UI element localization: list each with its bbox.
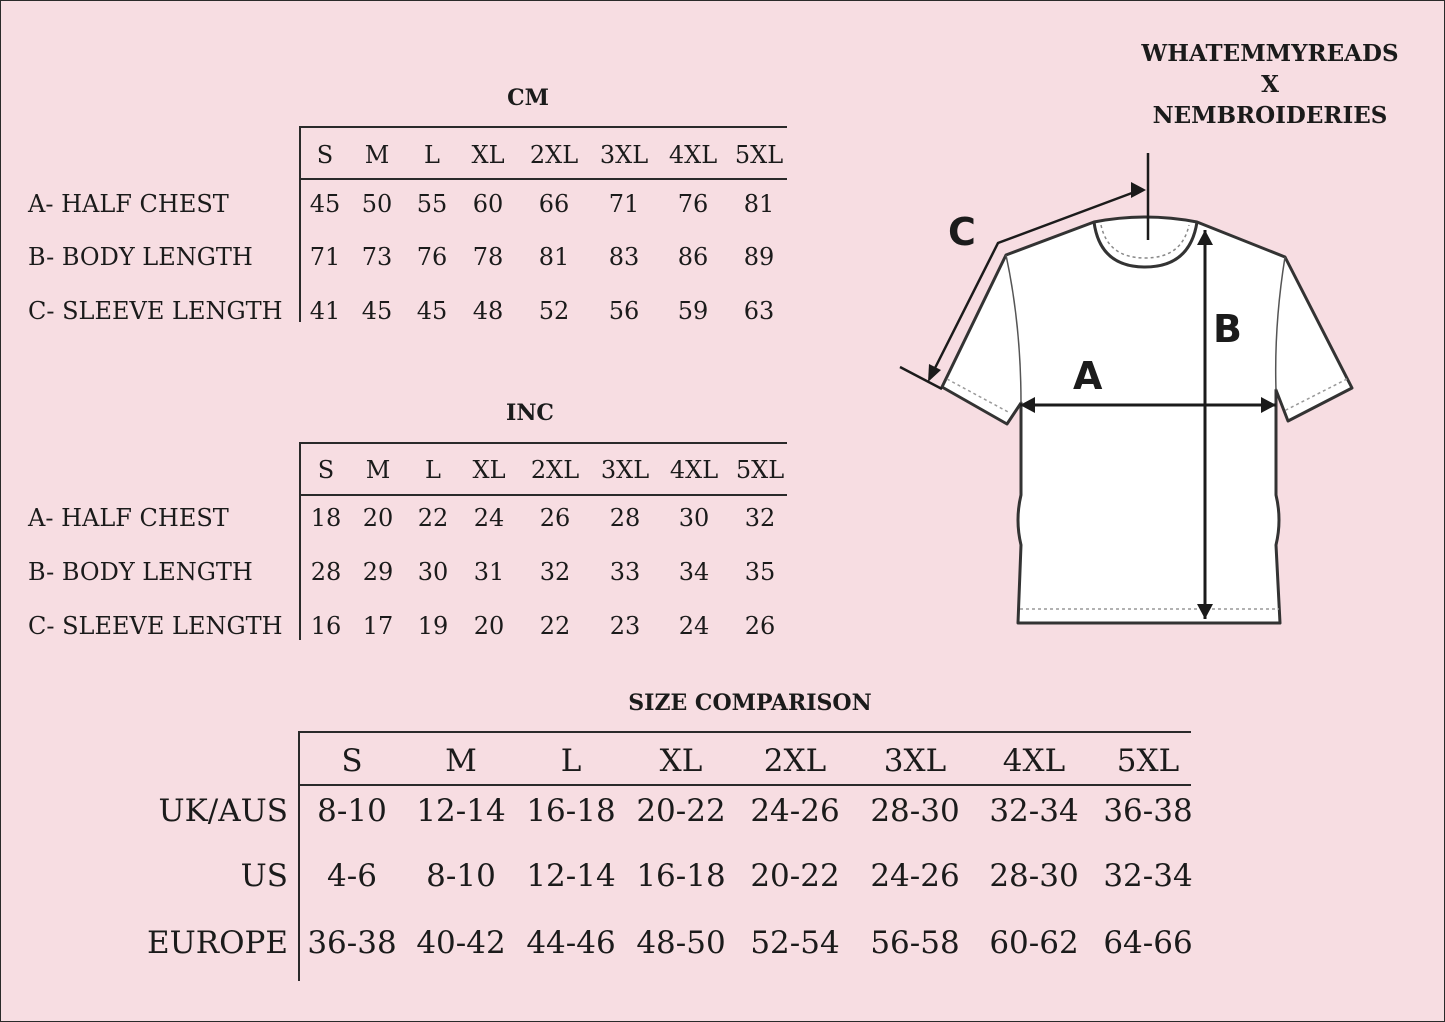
comparison-value-cell: 28-30 [870,793,960,829]
measure-label-b: B [1213,307,1242,351]
cm-value-cell: 59 [677,297,709,325]
comparison-size-header: L [560,743,582,779]
cm-table-title: CM [507,85,549,111]
comparison-title: SIZE COMPARISON [628,690,872,716]
comparison-value-cell: 32-34 [989,793,1079,829]
brand-line-2: X [1261,71,1279,98]
cm-header-rule [300,178,787,180]
comparison-value-cell: 24-26 [870,858,960,894]
cm-size-header: S [316,141,334,169]
inc-value-cell: 30 [417,558,449,586]
comparison-row-label: US [240,858,288,894]
tshirt-outline [942,217,1352,623]
inc-value-cell: 29 [362,558,394,586]
inc-value-cell: 17 [362,612,394,640]
comparison-value-cell: 20-22 [750,858,840,894]
comparison-value-cell: 28-30 [989,858,1079,894]
comparison-value-cell: 24-26 [750,793,840,829]
inc-table-title: INC [506,400,554,426]
comparison-value-cell: 16-18 [526,793,616,829]
inc-value-cell: 26 [539,504,571,532]
comparison-value-cell: 4-6 [327,858,377,894]
comparison-value-cell: 64-66 [1103,925,1193,961]
comparison-value-cell: 8-10 [317,793,387,829]
comparison-size-header: 5XL [1116,743,1180,779]
comparison-value-cell: 36-38 [1103,793,1193,829]
comparison-value-cell: 12-14 [526,858,616,894]
comparison-value-cell: 16-18 [636,858,726,894]
inc-top-rule [300,442,787,444]
cm-value-cell: 63 [743,297,775,325]
cm-size-header: L [424,141,440,169]
comparison-size-header: S [341,743,363,779]
inc-size-header: M [365,456,391,484]
comparison-size-header: 4XL [1002,743,1066,779]
cm-row-label: C- SLEEVE LENGTH [28,297,283,325]
inc-size-header: 4XL [669,456,719,484]
cm-value-cell: 45 [309,190,341,218]
cm-value-cell: 48 [472,297,504,325]
cm-value-cell: 81 [743,190,775,218]
cm-value-cell: 86 [677,243,709,271]
cm-size-header: M [364,141,390,169]
cm-size-header: XL [471,141,505,169]
brand-block [1130,38,1410,131]
inc-value-cell: 31 [473,558,505,586]
inc-header-rule [300,494,787,496]
cm-row-label: B- BODY LENGTH [28,243,253,271]
inc-value-cell: 22 [539,612,571,640]
inc-value-cell: 28 [609,504,641,532]
comparison-value-cell: 12-14 [416,793,506,829]
measure-label-c: C [948,210,976,254]
cm-size-header: 2XL [529,141,579,169]
inc-value-cell: 30 [678,504,710,532]
comparison-value-cell: 60-62 [989,925,1079,961]
inc-value-cell: 28 [310,558,342,586]
brand-line-1: WHATEMMYREADS [1141,40,1399,67]
inc-value-cell: 24 [473,504,505,532]
comparison-value-cell: 48-50 [636,925,726,961]
cm-value-cell: 71 [309,243,341,271]
brand-line-3: NEMBROIDERIES [1152,102,1388,129]
inc-value-cell: 33 [609,558,641,586]
inc-size-header: XL [472,456,506,484]
comparison-value-cell: 8-10 [426,858,496,894]
comparison-size-header: 3XL [883,743,947,779]
comparison-header-rule [300,784,1191,786]
cm-value-cell: 55 [416,190,448,218]
inc-value-cell: 32 [744,504,776,532]
inc-value-cell: 19 [417,612,449,640]
cm-value-cell: 56 [608,297,640,325]
comparison-value-cell: 20-22 [636,793,726,829]
inc-size-header: 2XL [530,456,580,484]
cm-value-cell: 52 [538,297,570,325]
cm-value-cell: 50 [361,190,393,218]
cm-value-cell: 60 [472,190,504,218]
inc-value-cell: 20 [473,612,505,640]
inc-size-header: L [425,456,441,484]
inc-row-label: B- BODY LENGTH [28,558,253,586]
comparison-value-cell: 44-46 [526,925,616,961]
measure-label-a: A [1073,354,1103,398]
cm-value-cell: 41 [309,297,341,325]
inc-row-label: C- SLEEVE LENGTH [28,612,283,640]
comparison-size-header: XL [659,743,703,779]
cm-value-cell: 66 [538,190,570,218]
cm-value-cell: 45 [361,297,393,325]
cm-value-cell: 89 [743,243,775,271]
comparison-row-label: EUROPE [147,925,288,961]
comparison-value-cell: 56-58 [870,925,960,961]
comparison-size-header: 2XL [763,743,827,779]
inc-value-cell: 26 [744,612,776,640]
comparison-value-cell: 40-42 [416,925,506,961]
inc-row-label: A- HALF CHEST [28,504,229,532]
cm-value-cell: 78 [472,243,504,271]
cm-value-cell: 73 [361,243,393,271]
cm-size-header: 5XL [734,141,784,169]
inc-value-cell: 20 [362,504,394,532]
inc-value-cell: 18 [310,504,342,532]
inc-value-cell: 32 [539,558,571,586]
cm-value-cell: 76 [416,243,448,271]
cm-value-cell: 76 [677,190,709,218]
inc-value-cell: 22 [417,504,449,532]
cm-size-header: 4XL [668,141,718,169]
comparison-top-rule [300,731,1191,733]
inc-size-header: S [317,456,335,484]
cm-value-cell: 81 [538,243,570,271]
cm-value-cell: 45 [416,297,448,325]
tshirt-measurement-icon [890,145,1370,635]
inc-size-header: 5XL [735,456,785,484]
comparison-value-cell: 36-38 [307,925,397,961]
comparison-value-cell: 52-54 [750,925,840,961]
cm-value-cell: 83 [608,243,640,271]
inc-value-cell: 16 [310,612,342,640]
inc-size-header: 3XL [600,456,650,484]
cm-top-rule [300,126,787,128]
inc-value-cell: 34 [678,558,710,586]
cm-value-cell: 71 [608,190,640,218]
cm-row-label: A- HALF CHEST [28,190,229,218]
cm-size-header: 3XL [599,141,649,169]
inc-value-cell: 35 [744,558,776,586]
inc-value-cell: 24 [678,612,710,640]
inc-value-cell: 23 [609,612,641,640]
comparison-value-cell: 32-34 [1103,858,1193,894]
comparison-size-header: M [445,743,477,779]
comparison-row-label: UK/AUS [158,793,288,829]
